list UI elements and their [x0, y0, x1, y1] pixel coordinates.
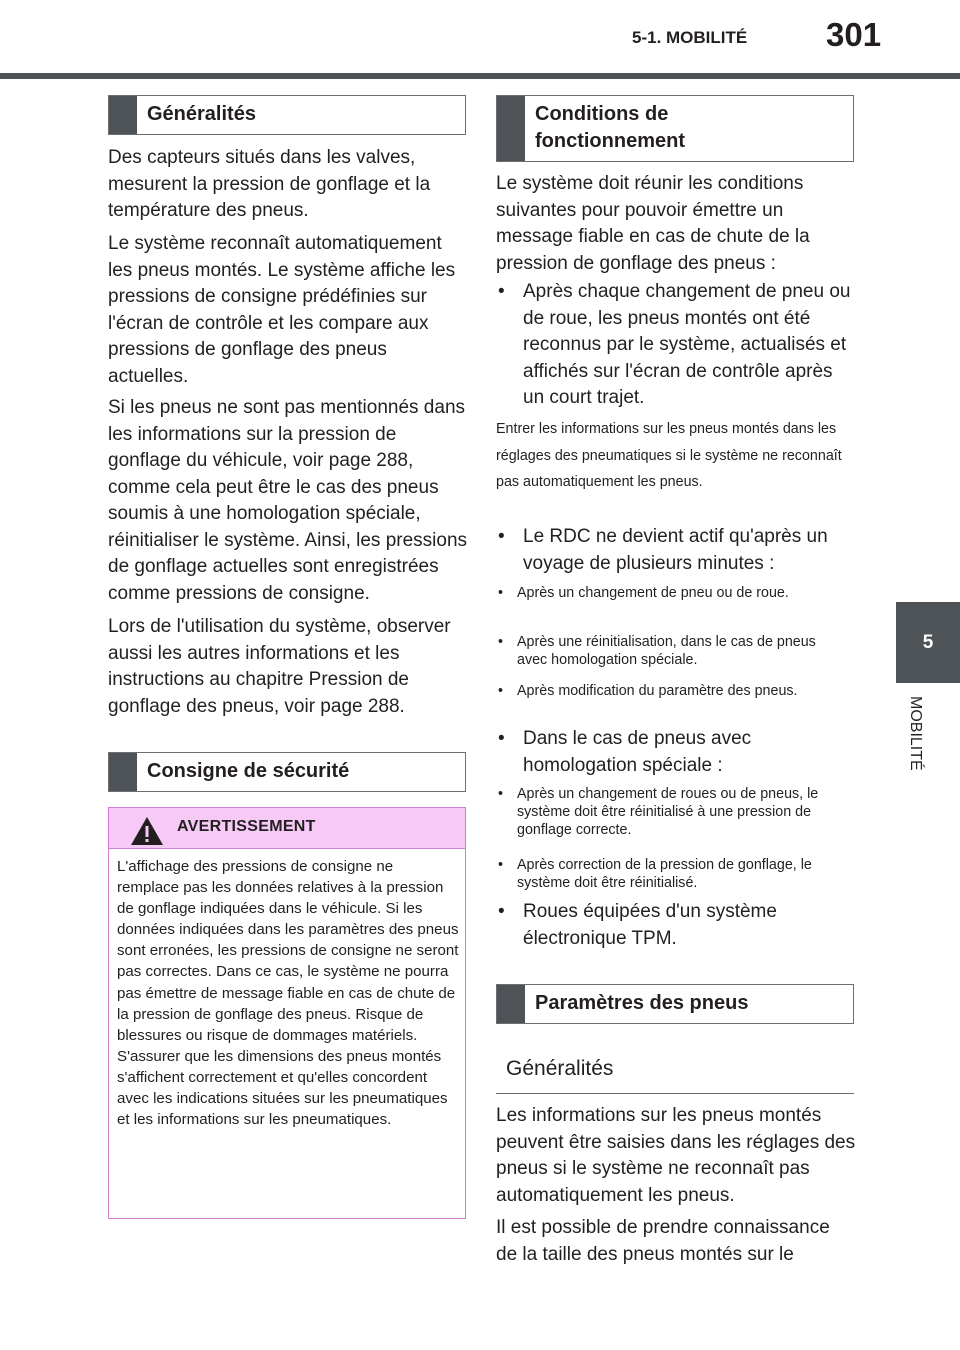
section-heading-parametres [496, 984, 854, 1024]
subheading-generalites [496, 1047, 854, 1094]
bullet-item: • Après chaque changement de pneu ou de roue, les pneus montés ont été reconnus par le système, actualisés et affichés sur l'écran de contrôle après un court trajet. [496, 279, 853, 412]
bullet-item: • Roues équipées d'un système électronique TPM. [496, 899, 853, 952]
chapter-number: 5 [922, 631, 934, 653]
warning-text: L'affichage des pressions de consigne ne remplace pas les données relatives à la pression de gonflage indiquées dans le véhicule. Si les données indiquées dans les paramètres des pneus sont erronées, les pressions de consigne ne seront pas correctes. Dans ce cas, le système ne pourra pas émettre de message fiable en cas de chute de la pression de gonflage des pneus. Risque de blessures ou risque de dommages matériels. S'assurer que les dimensions des pneus montés s'affichent correctement et qu'elles concordent avec les indications situées sur les pneumatiques et les informations sur les pneumatiques. [117, 858, 459, 1129]
section-title: 5-1. MOBILITÉ [632, 28, 748, 47]
heading-bar [497, 96, 525, 161]
subheading-title: Généralités [506, 1057, 614, 1080]
paragraph: Des capteurs situés dans les valves, mesurent la pression de gonflage et la température des pneus. [108, 147, 431, 221]
warning-title: AVERTISSEMENT [177, 818, 316, 835]
warning-header [109, 808, 465, 849]
paragraph: Le système doit réunir les conditions suivantes pour pouvoir émettre un message fiable en cas de chute de la pression de gonflage des pneus : [496, 173, 810, 274]
sub-bullet-item: • Après correction de la pression de gonflage, le système doit être réinitialisé. [496, 856, 847, 892]
header-divider [0, 73, 960, 79]
chapter-tab [896, 602, 960, 683]
bullet-item: • Dans le cas de pneus avec homologation spéciale : [496, 726, 853, 779]
heading-title: Généralités [147, 103, 256, 125]
sub-bullet-item: • Après modification du paramètre des pneus. [496, 682, 847, 700]
bullet-item: • Le RDC ne devient actif qu'après un voyage de plusieurs minutes : [496, 524, 853, 577]
paragraph: Les informations sur les pneus montés peuvent être saisies dans les réglages des pneus si le système ne reconnaît pas automatiquement les pneus. [496, 1105, 856, 1206]
sub-bullet-item: • Après un changement de roues ou de pneus, le système doit être réinitialisé à une pression de gonflage correcte. [496, 785, 847, 839]
heading-title: Consigne de sécurité [147, 760, 350, 782]
heading-bar [109, 96, 137, 134]
section-heading-securite [108, 752, 466, 792]
paragraph: Si les pneus ne sont pas mentionnés dans les informations sur la pression de gonflage du véhicule, voir page 288, comme cela peut être le cas des pneus soumis à une homologation spéciale, réinitialiser le système. Ainsi, les pressions de gonflage actuelles sont enregistrées comme pressions de consigne. [108, 397, 468, 604]
chapter-label: MOBILITÉ [907, 696, 924, 771]
heading-title: Paramètres des pneus [535, 992, 749, 1014]
section-heading-generalites [108, 95, 466, 135]
section-heading-conditions [496, 95, 854, 162]
heading-bar [497, 985, 525, 1023]
heading-bar [109, 753, 137, 791]
sub-bullet-item: • Après une réinitialisation, dans le cas de pneus avec homologation spéciale. [496, 633, 847, 669]
paragraph: Il est possible de prendre connaissance de la taille des pneus montés sur le [496, 1217, 830, 1265]
paragraph: Le système reconnaît automatiquement les pneus montés. Le système affiche les pressions de consigne prédéfinies sur l'écran de contrôle et les compare aux pressions de gonflage des pneus actuelles. [108, 233, 456, 387]
paragraph: Lors de l'utilisation du système, observer aussi les autres informations et les instructions au chapitre Pression de gonflage des pneus, voir page 288. [108, 616, 451, 717]
warning-box [108, 807, 466, 1219]
page-number: 301 [826, 16, 882, 53]
heading-title: Conditions de fonctionnement [535, 103, 685, 152]
sub-bullet-item: • Après un changement de pneu ou de roue. [496, 584, 847, 602]
warning-triangle-icon [130, 816, 164, 846]
note-text: Entrer les informations sur les pneus montés dans les réglages des pneumatiques si le système ne reconnaît pas automatiquement les pneus. [496, 421, 842, 490]
